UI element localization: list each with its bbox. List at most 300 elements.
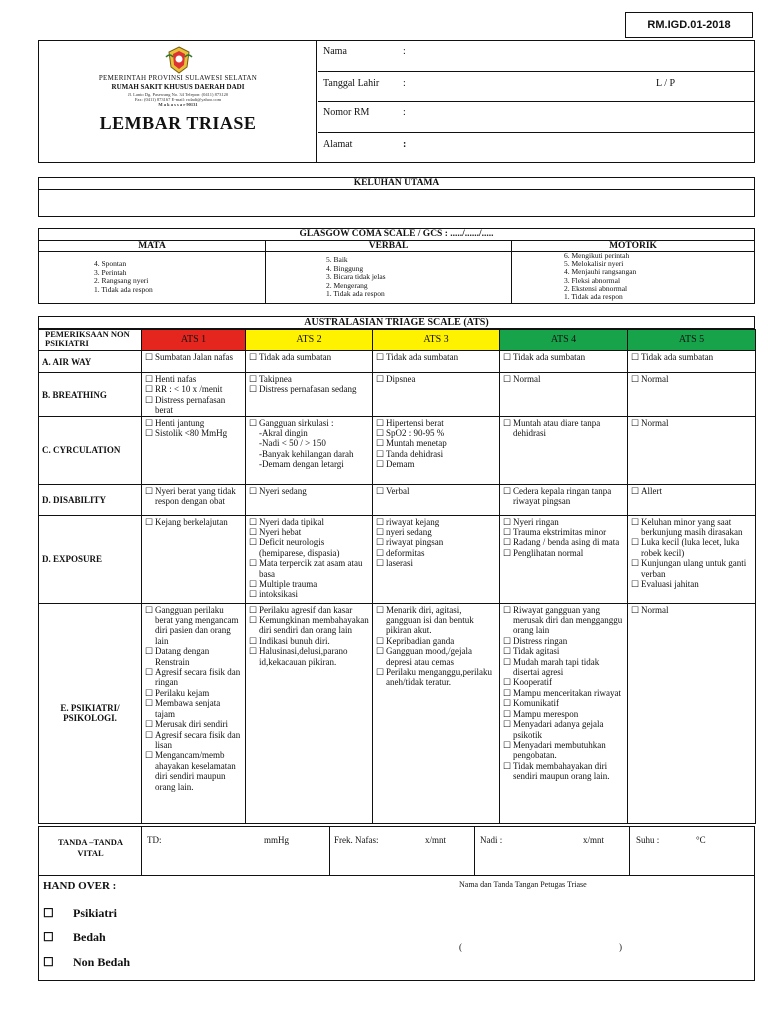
checkbox-icon[interactable]: ☐ (631, 579, 640, 590)
keluhan-utama-section (38, 177, 755, 217)
patient-header (38, 40, 755, 163)
checkbox-option[interactable] (503, 688, 624, 698)
checkbox-icon[interactable]: ☐ (145, 428, 154, 439)
ats-cell (142, 515, 246, 603)
checkbox-option[interactable] (503, 486, 624, 507)
checkbox-option[interactable] (145, 395, 242, 416)
checkbox-option[interactable] (503, 352, 624, 362)
checkbox-icon[interactable]: ☐ (145, 417, 154, 428)
checkbox-icon[interactable]: ☐ (503, 604, 512, 615)
checkbox-option[interactable] (249, 636, 369, 646)
ats-table (38, 329, 756, 824)
checkbox-option[interactable] (631, 486, 752, 496)
ats-cell (628, 515, 756, 603)
option-text: Sistolik <80 MmHg (155, 428, 228, 439)
option-text: Normal (641, 417, 669, 428)
ats-row (39, 484, 756, 515)
option-text: Perilaku menganggu,perilaku aneh/tidak teratur. (386, 667, 492, 688)
checkbox-option[interactable] (376, 646, 496, 667)
checkbox-icon[interactable]: ☐ (145, 604, 154, 615)
checkbox-option[interactable] (376, 667, 496, 688)
checkbox-icon[interactable]: ☐ (631, 374, 640, 384)
checkbox-icon[interactable]: ☐ (145, 667, 154, 678)
signature-area[interactable] (469, 922, 619, 944)
checkbox-option[interactable] (503, 646, 624, 656)
option-text: Tidak ada sumbatan (386, 352, 459, 362)
checkbox-icon[interactable]: ☐ (376, 537, 385, 548)
checkbox-option[interactable] (249, 486, 369, 496)
frek-nafas-field[interactable]: Frek. Nafas: x/mnt (330, 827, 475, 875)
checkbox-option[interactable] (145, 428, 242, 438)
option-text: Gangguan mood,/gejala depresi atau cemas (386, 646, 472, 667)
checkbox-icon[interactable]: ☐ (631, 537, 640, 548)
ats-cell (500, 373, 628, 417)
checkbox-option[interactable] (631, 374, 752, 384)
checkbox-icon[interactable]: ☐ (376, 438, 385, 449)
option-text: Normal (513, 374, 541, 384)
checkbox-icon[interactable]: ☐ (503, 708, 512, 719)
checkbox-icon[interactable]: ☐ (376, 428, 385, 439)
checkbox-icon[interactable]: ☐ (145, 394, 154, 405)
option-text: Menyadari membutuhkan pengobatan. (513, 739, 606, 761)
checkbox-icon[interactable]: ☐ (503, 485, 512, 496)
ats-cell (246, 515, 373, 603)
checkbox-icon[interactable]: ☐ (503, 677, 512, 688)
vital-label: TANDA –TANDA VITAL (57, 837, 124, 858)
checkbox-icon[interactable]: ☐ (145, 750, 154, 761)
checkbox-option[interactable] (631, 558, 752, 579)
ats-1-header: ATS 1 (142, 330, 246, 351)
checkbox-option[interactable] (376, 527, 496, 537)
field-label: Nomor RM (323, 107, 370, 118)
checkbox-option[interactable] (376, 558, 496, 568)
checkbox-icon[interactable]: ☐ (503, 516, 512, 527)
checkbox-option[interactable] (503, 374, 624, 384)
option-text: SpO2 : 90-95 % (386, 428, 445, 439)
checkbox-icon[interactable]: ☐ (249, 589, 258, 600)
ats-cell (373, 603, 500, 823)
gender-label: L / P (656, 78, 676, 89)
option-text: Keluhan minor yang saat berkunjung masih dirasakan (641, 516, 743, 538)
checkbox-icon[interactable]: ☐ (249, 485, 258, 496)
option-text: Indikasi bunuh diri. (259, 635, 330, 646)
checkbox-icon[interactable]: ☐ (249, 558, 258, 569)
checkbox-option[interactable] (503, 677, 624, 687)
checkbox-option[interactable] (631, 517, 752, 538)
checkbox-icon[interactable]: ☐ (503, 527, 512, 538)
checkbox-icon[interactable]: ☐ (503, 656, 512, 667)
checkbox-option[interactable] (376, 486, 496, 496)
checkbox-icon[interactable]: ☐ (145, 374, 154, 384)
checkbox-option[interactable] (249, 646, 369, 667)
checkbox-option[interactable] (249, 605, 369, 615)
gcs-motorik-options: 6. Mengikuti perintah 5. Melokalisir nyeri 4. Menjauhi rangsangan 3. Fleksi abnormal 2. Ekstensi abnormal 1. Tidak ada respon (564, 251, 637, 302)
checkbox-icon[interactable]: ☐ (503, 352, 512, 362)
ats-cell (142, 351, 246, 373)
option-text: Distress ringan (513, 635, 568, 646)
checkbox-option[interactable] (145, 688, 242, 698)
checkbox-icon[interactable]: ☐ (43, 930, 54, 944)
option-text: Allert (641, 485, 662, 496)
checkbox-icon[interactable]: ☐ (249, 374, 258, 384)
hospital-name: RUMAH SAKIT KHUSUS DAERAH DADI (111, 83, 245, 91)
checkbox-option[interactable] (249, 558, 369, 579)
checkbox-icon[interactable]: ☐ (503, 417, 512, 428)
checkbox-icon[interactable]: ☐ (376, 667, 385, 678)
checkbox-icon[interactable]: ☐ (503, 739, 512, 750)
checkbox-option[interactable] (376, 537, 496, 547)
ats-cell (500, 351, 628, 373)
option-text: Merusak diri sendiri (155, 719, 228, 730)
option-text: Nyeri sedang (259, 485, 307, 496)
ats-cell (628, 416, 756, 484)
ats-row-label: A. AIR WAY (39, 351, 142, 373)
checkbox-icon[interactable]: ☐ (503, 374, 512, 384)
checkbox-icon[interactable]: ☐ (376, 516, 385, 527)
option-text: Kepribadian ganda (386, 635, 455, 646)
option-text: Distress pernafasan sedang (259, 384, 357, 395)
option-text: riwayat kejang (386, 516, 440, 527)
option-text: Mudah marah tapi tidak disertai agresi (513, 656, 600, 678)
checkbox-option[interactable] (376, 374, 496, 384)
checkbox-icon[interactable]: ☐ (145, 719, 154, 730)
checkbox-option[interactable] (145, 352, 242, 362)
gcs-column-headers (39, 241, 754, 252)
checkbox-icon[interactable]: ☐ (631, 485, 640, 496)
option-text: nyeri sedang (386, 527, 432, 538)
ats-cell (142, 603, 246, 823)
checkbox-option[interactable] (145, 698, 242, 719)
checkbox-icon[interactable]: ☐ (249, 646, 258, 657)
checkbox-option[interactable] (249, 615, 369, 636)
checkbox-option[interactable] (376, 352, 496, 362)
option-text: Menyadari adanya gejala psikotik (513, 719, 604, 740)
ats-3-header: ATS 3 (373, 330, 500, 351)
checkbox-option[interactable] (503, 719, 624, 740)
option-text: Mata terpercik zat asam atau basa (259, 558, 363, 579)
checkbox-icon[interactable]: ☐ (376, 604, 385, 615)
nadi-field[interactable]: Nadi : x/mnt (475, 827, 630, 875)
checkbox-option[interactable] (631, 579, 752, 589)
checkbox-option[interactable] (503, 418, 624, 439)
checkbox-option[interactable] (503, 740, 624, 761)
ats-row (39, 416, 756, 484)
checkbox-option[interactable] (376, 418, 496, 428)
checkbox-icon[interactable]: ☐ (503, 635, 512, 646)
option-text: Gangguan perilaku berat yang mengancam diri pasien dan orang lain (155, 604, 239, 646)
option-text: Tidak ada sumbatan (513, 352, 586, 362)
ats-first-col-header: PEMERIKSAAN NON PSIKIATRI (39, 330, 142, 351)
option-text: Kejang berkelajutan (155, 516, 228, 527)
ats-row-label: B. BREATHING (39, 373, 142, 417)
option-text: Muntah atau diare tanpa dehidrasi (513, 417, 601, 439)
checkbox-option[interactable] (249, 517, 369, 527)
option-text: Tidak agitasi (513, 646, 560, 657)
ats-cell (628, 484, 756, 515)
checkbox-option[interactable] (145, 719, 242, 729)
checkbox-icon[interactable]: ☐ (145, 384, 154, 395)
option-text: Henti nafas (155, 374, 197, 384)
option-psikiatri[interactable]: ☐ Psikiatri (43, 906, 117, 920)
option-text: Verbal (386, 485, 410, 496)
option-text: laserasi (386, 558, 413, 569)
option-text: Normal (641, 604, 669, 615)
checkbox-option[interactable] (503, 605, 624, 636)
signature-paren-open: ( (459, 942, 462, 952)
checkbox-icon[interactable]: ☐ (503, 646, 512, 657)
checkbox-icon[interactable]: ☐ (145, 729, 154, 740)
ats-4-header: ATS 4 (500, 330, 628, 351)
checkbox-icon[interactable]: ☐ (376, 417, 385, 428)
checkbox-option[interactable] (376, 428, 496, 438)
checkbox-option[interactable] (145, 374, 242, 384)
checkbox-icon[interactable]: ☐ (376, 374, 385, 384)
checkbox-icon[interactable]: ☐ (249, 352, 258, 362)
section-title: KELUHAN UTAMA (39, 178, 754, 190)
option-text: Luka kecil (luka lecet, luka robek kecil) (641, 537, 740, 558)
ats-5-header: ATS 5 (628, 330, 756, 351)
checkbox-option[interactable] (249, 352, 369, 362)
option-text: Tanda dehidrasi (386, 448, 444, 459)
option-text: Tidak ada sumbatan (641, 352, 714, 362)
checkbox-option[interactable] (376, 438, 496, 448)
checkbox-icon[interactable]: ☐ (631, 558, 640, 569)
ats-cell (373, 373, 500, 417)
ats-row-label: D. DISABILITY (39, 484, 142, 515)
checkbox-option[interactable] (503, 657, 624, 678)
checkbox-option[interactable] (631, 352, 752, 362)
checkbox-icon[interactable]: ☐ (249, 384, 258, 395)
checkbox-icon[interactable]: ☐ (145, 698, 154, 709)
option-text: Agresif secara fisik dan ringan (155, 667, 241, 688)
checkbox-icon[interactable]: ☐ (631, 604, 640, 615)
checkbox-option[interactable] (145, 384, 242, 394)
option-text: Tidak membahayakan diri sendiri maupun orang lain. (513, 760, 610, 782)
checkbox-option[interactable] (503, 761, 624, 782)
gcs-mata-header: MATA (39, 241, 266, 251)
hospital-identity (39, 41, 317, 162)
checkbox-option[interactable] (503, 698, 624, 708)
ats-cell (628, 603, 756, 823)
option-text: Mampu merespon (513, 708, 579, 719)
option-text: Menarik diri, agitasi, gangguan isi dan bentuk pikiran akut. (386, 604, 474, 636)
checkbox-option[interactable] (376, 517, 496, 527)
checkbox-icon[interactable]: ☐ (249, 527, 258, 538)
checkbox-option[interactable] (249, 418, 369, 470)
td-field[interactable]: TD: mmHg (142, 827, 330, 875)
option-text: Takipnea (259, 374, 292, 384)
checkbox-option[interactable] (503, 517, 624, 527)
checkbox-icon[interactable]: ☐ (249, 516, 258, 527)
suhu-field[interactable]: Suhu : °C (636, 835, 706, 845)
option-text: Deficit neurologis (hemiparese, dispasia) (259, 537, 340, 558)
checkbox-icon[interactable]: ☐ (376, 352, 385, 362)
form-code: RM.IGD.01-2018 (625, 12, 753, 38)
ats-cell (500, 603, 628, 823)
checkbox-option[interactable] (145, 418, 242, 428)
option-text: Perilaku kejam (155, 687, 210, 698)
field-nama[interactable]: Nama : (318, 41, 755, 72)
option-text: Datang dengan Renstrain (155, 646, 210, 667)
government-name: PEMERINTAH PROVINSI SULAWESI SELATAN (98, 74, 258, 82)
option-text: Kemungkinan membahayakan diri sendiri dan orang lain (259, 615, 369, 636)
gcs-mata-options: 4. Spontan 3. Perintah 2. Rangsang nyeri 1. Tidak ada respon (39, 252, 266, 303)
ats-cell (373, 515, 500, 603)
checkbox-option[interactable] (631, 418, 752, 428)
vital-label-cell (39, 827, 142, 875)
checkbox-icon[interactable]: ☐ (249, 604, 258, 615)
option-non-bedah[interactable]: ☐ Non Bedah (43, 955, 131, 969)
option-text: Halusinasi,delusi,parano id,kekacauan pikiran. (259, 646, 348, 667)
checkbox-icon[interactable]: ☐ (145, 516, 154, 527)
checkbox-icon[interactable]: ☐ (503, 537, 512, 548)
checkbox-option[interactable] (503, 548, 624, 558)
ats-row (39, 603, 756, 823)
hand-over-title: HAND OVER : (43, 880, 117, 892)
option-text: Mampu menceritakan riwayat (513, 687, 621, 698)
option-text: Tidak ada sumbatan (259, 352, 332, 362)
ats-cell (246, 416, 373, 484)
option-text: Kunjungan ulang untuk ganti verban (641, 558, 747, 579)
ats-cell (246, 484, 373, 515)
option-text: Hipertensi berat (386, 417, 444, 428)
keluhan-input-area[interactable] (39, 190, 754, 216)
province-emblem-icon (164, 45, 194, 75)
checkbox-option[interactable] (503, 709, 624, 719)
option-text: Gangguan sirkulasi : -Akral dingin -Nadi < 50 / > 150 -Banyak kehilangan darah -Demam dengan letargi (259, 417, 354, 470)
option-text: Evaluasi jahitan (641, 579, 699, 590)
checkbox-icon[interactable]: ☐ (145, 646, 154, 657)
checkbox-icon[interactable]: ☐ (503, 760, 512, 771)
gcs-verbal-options: 5. Baik 4. Binggung 3. Bicara tidak jelas 2. Mengerang 1. Tidak ada respon (266, 252, 512, 303)
checkbox-icon[interactable]: ☐ (376, 448, 385, 459)
checkbox-icon[interactable]: ☐ (376, 459, 385, 470)
field-label: Nama (323, 46, 347, 57)
option-text: Multiple trauma (259, 579, 318, 590)
signature-paren-close: ) (619, 942, 622, 952)
checkbox-icon[interactable]: ☐ (376, 646, 385, 657)
option-text: Nyeri berat yang tidak respon dengan obat (155, 485, 236, 507)
option-bedah[interactable]: ☐ Bedah (43, 930, 106, 944)
checkbox-icon[interactable]: ☐ (43, 955, 54, 969)
option-text: intoksikasi (259, 589, 299, 600)
checkbox-option[interactable] (631, 537, 752, 558)
ats-cell (500, 484, 628, 515)
checkbox-icon[interactable]: ☐ (503, 719, 512, 730)
checkbox-option[interactable] (376, 548, 496, 558)
ats-row-label: D. EXPOSURE (39, 515, 142, 603)
section-title: GLASGOW COMA SCALE / GCS : ...../....../..... (39, 229, 754, 241)
checkbox-option[interactable] (145, 750, 242, 792)
checkbox-option[interactable] (249, 589, 369, 599)
field-alamat[interactable]: Alamat : (323, 139, 407, 150)
checkbox-icon[interactable]: ☐ (376, 547, 385, 558)
option-text: Perilaku agresif dan kasar (259, 604, 353, 615)
checkbox-option[interactable] (249, 537, 369, 558)
checkbox-icon[interactable]: ☐ (503, 698, 512, 709)
checkbox-icon[interactable]: ☐ (376, 635, 385, 646)
hospital-contact: Fax: (0411) 873167 E-mail: rsdadi@yahoo.com (134, 97, 222, 102)
gcs-verbal-header: VERBAL (266, 241, 512, 251)
checkbox-option[interactable] (249, 527, 369, 537)
ats-cell (246, 351, 373, 373)
checkbox-icon[interactable]: ☐ (631, 417, 640, 428)
option-text: Penglihatan normal (513, 547, 584, 558)
option-text: Dipsnea (386, 374, 416, 384)
ats-row (39, 373, 756, 417)
ats-row-label: C. CYRCULATION (39, 416, 142, 484)
ats-cell (373, 416, 500, 484)
checkbox-option[interactable] (145, 605, 242, 647)
checkbox-icon[interactable]: ☐ (145, 687, 154, 698)
field-tanggal-lahir[interactable]: Tanggal Lahir : L / P (318, 72, 755, 102)
ats-row-label: E. PSIKIATRI/ PSIKOLOGI. (39, 603, 142, 823)
ats-cell (628, 373, 756, 417)
checkbox-icon[interactable]: ☐ (249, 579, 258, 590)
checkbox-icon[interactable]: ☐ (145, 352, 154, 362)
checkbox-icon[interactable]: ☐ (249, 537, 258, 548)
checkbox-option[interactable] (145, 486, 242, 507)
checkbox-option[interactable] (145, 517, 242, 527)
checkbox-option[interactable] (503, 636, 624, 646)
option-text: Cedera kepala ringan tanpa riwayat pingsan (513, 485, 612, 507)
option-text: Muntah menetap (386, 438, 447, 449)
checkbox-icon[interactable]: ☐ (145, 485, 154, 496)
checkbox-icon[interactable]: ☐ (631, 516, 640, 527)
option-text: riwayat pingsan (386, 537, 444, 548)
field-label: Alamat (323, 139, 353, 150)
checkbox-icon[interactable]: ☐ (376, 558, 385, 569)
option-text: Trauma ekstrimitas minor (513, 527, 607, 538)
checkbox-icon[interactable]: ☐ (376, 527, 385, 538)
checkbox-option[interactable] (503, 537, 624, 547)
checkbox-icon[interactable]: ☐ (631, 352, 640, 362)
checkbox-option[interactable] (376, 459, 496, 469)
ats-cell (373, 484, 500, 515)
checkbox-option[interactable] (249, 579, 369, 589)
option-text: Normal (641, 374, 669, 384)
gcs-motorik-header: MOTORIK (609, 241, 657, 251)
checkbox-option[interactable] (145, 646, 242, 667)
checkbox-option[interactable] (503, 527, 624, 537)
checkbox-icon[interactable]: ☐ (376, 485, 385, 496)
checkbox-option[interactable] (376, 636, 496, 646)
hand-over-section (38, 876, 755, 981)
checkbox-option[interactable] (631, 605, 752, 615)
checkbox-icon[interactable]: ☐ (249, 417, 258, 428)
option-text: Riwayat gangguan yang merusak diri dan mengganggu orang lain (513, 604, 623, 636)
ats-cell (500, 416, 628, 484)
checkbox-option[interactable] (376, 605, 496, 636)
checkbox-icon[interactable]: ☐ (249, 635, 258, 646)
ats-cell (373, 351, 500, 373)
checkbox-icon[interactable]: ☐ (503, 547, 512, 558)
signature-label: Nama dan Tanda Tangan Petugas Triase (459, 880, 587, 889)
checkbox-option[interactable] (376, 449, 496, 459)
option-text: Demam (386, 459, 415, 470)
checkbox-option[interactable] (145, 667, 242, 688)
checkbox-option[interactable] (249, 374, 369, 384)
checkbox-icon[interactable]: ☐ (43, 906, 54, 920)
option-text: RR : < 10 x /menit (155, 384, 223, 395)
option-text: deformitas (386, 547, 425, 558)
checkbox-icon[interactable]: ☐ (249, 615, 258, 626)
checkbox-icon[interactable]: ☐ (503, 687, 512, 698)
checkbox-option[interactable] (145, 730, 242, 751)
gcs-section (38, 228, 755, 304)
checkbox-option[interactable] (249, 384, 369, 394)
field-nomor-rm[interactable]: Nomor RM : (318, 102, 755, 133)
